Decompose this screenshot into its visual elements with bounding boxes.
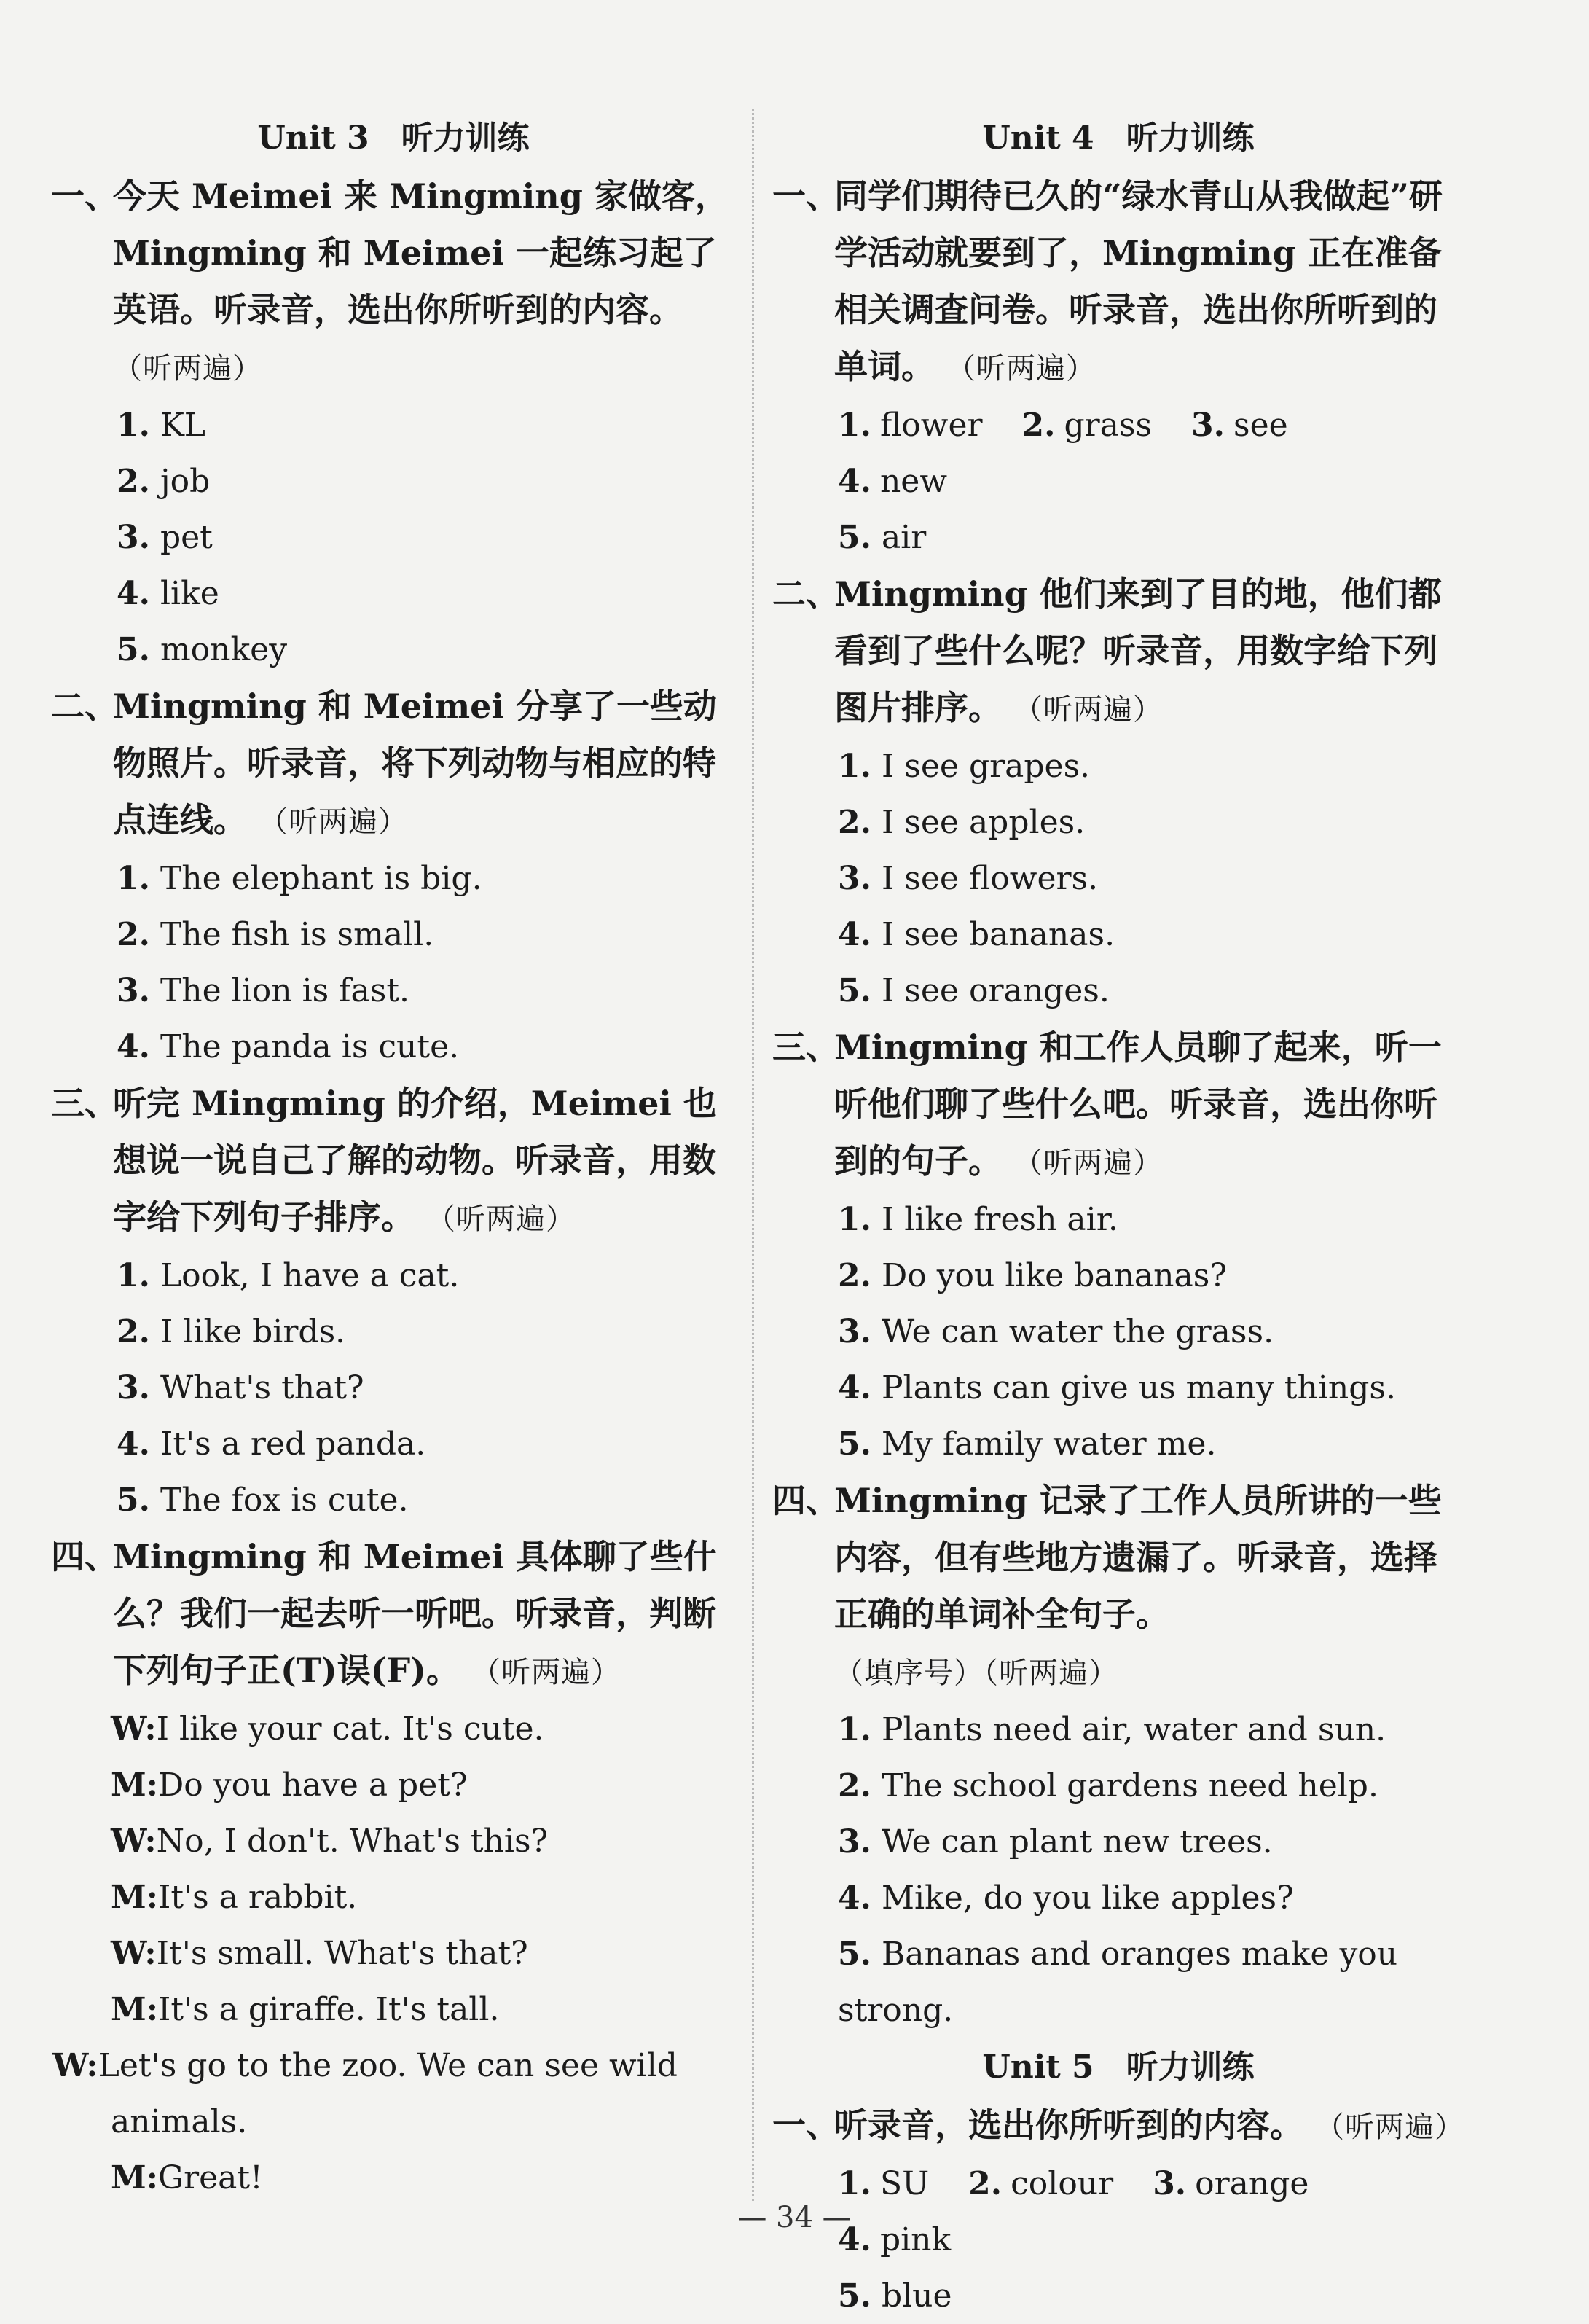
- question-number: 四、: [772, 1481, 839, 1520]
- list-item: 2. The school gardens need help.: [838, 1767, 1378, 1804]
- question-note: （听两遍）: [426, 1202, 576, 1236]
- option-item: 3. see: [1191, 407, 1288, 444]
- dialog-line: M:Great!: [111, 2159, 263, 2196]
- dialog-line: M:Do you have a pet?: [111, 1767, 468, 1804]
- list-item: 4. It's a red panda.: [117, 1425, 426, 1463]
- list-item: 5. The fox is cute.: [117, 1482, 409, 1519]
- dialog-line: W:It's small. What's that?: [111, 1935, 528, 1972]
- option-item: 3. orange: [1153, 2165, 1309, 2202]
- dialog-line: W:No, I don't. What's this?: [111, 1823, 549, 1860]
- list-item: 1. Plants need air, water and sun.: [838, 1711, 1386, 1748]
- list-item: 1. The elephant is big.: [117, 860, 482, 897]
- question-text: Mingming 他们来到了目的地，他们都看到了些什么呢？听录音，用数字给下列图片排序。: [834, 574, 1442, 727]
- question-note: （听两遍）: [1013, 693, 1164, 727]
- list-item: 1. Look, I have a cat.: [117, 1257, 460, 1294]
- question-text: Mingming 和 Meimei 分享了一些动物照片。听录音，将下列动物与相应的特点连线。: [113, 686, 717, 840]
- unit4-question-1: [772, 168, 1464, 566]
- column-divider: [752, 109, 754, 2201]
- question-text: Mingming 和 Meimei 具体聊了些什么？我们一起去听一听吧。听录音，判断下列句子正(T)误(F)。: [113, 1537, 717, 1690]
- list-item: 4. The panda is cute.: [117, 1028, 460, 1065]
- question-note: （听两遍）: [259, 805, 409, 839]
- question-text: 同学们期待已久的“绿水青山从我做起”研学活动就要到了，Mingming 正在准备相关调查问卷。听录音，选出你所听到的单词。: [834, 176, 1443, 386]
- list-item: 3. We can water the grass.: [838, 1313, 1274, 1350]
- list-item: 5. monkey: [117, 631, 288, 668]
- question-number: 三、: [51, 1084, 118, 1123]
- question-number: 一、: [772, 176, 839, 216]
- unit4-question-2: [772, 566, 1464, 1019]
- page-number: — 34 —: [737, 2201, 852, 2234]
- list-item: 3. I see flowers.: [838, 860, 1099, 897]
- list-item: 2. job: [117, 463, 211, 500]
- question-text: Mingming 记录了工作人员所讲的一些内容，但有些地方遗漏了。听录音，选择正确的单词补全句子。: [834, 1481, 1442, 1634]
- question-text: 听录音，选出你所听到的内容。: [834, 2105, 1303, 2145]
- dialog-line: M:It's a rabbit.: [111, 1879, 358, 1916]
- question-number: 一、: [772, 2105, 839, 2145]
- list-item: 4. I see bananas.: [838, 916, 1115, 953]
- option-item: 2. grass: [1021, 407, 1153, 444]
- list-item: 5. I see oranges.: [838, 972, 1110, 1009]
- list-item: 5. Bananas and oranges make you strong.: [838, 1936, 1398, 2029]
- question-number: 二、: [51, 686, 118, 726]
- list-item: 5. air: [838, 519, 927, 556]
- question-note: （填序号）（听两遍）: [834, 1656, 1118, 1690]
- unit3-question-1: [51, 168, 736, 678]
- question-note: （听两遍）: [471, 1656, 621, 1689]
- list-item: 4. Mike, do you like apples?: [838, 1879, 1294, 1917]
- list-item: 2. I like birds.: [117, 1313, 346, 1350]
- option-item: 2. colour: [968, 2165, 1114, 2202]
- question-number: 四、: [51, 1537, 118, 1576]
- unit3-question-3: [51, 1075, 736, 1528]
- list-item: 5. My family water me.: [838, 1425, 1217, 1463]
- option-item: 4. pink: [838, 2221, 952, 2258]
- list-item: 5. blue: [838, 2277, 952, 2315]
- question-text: 今天 Meimei 来 Mingming 家做客，Mingming 和 Meimei 一起练习起了英语。听录音，选出你所听到的内容。: [113, 176, 729, 329]
- unit-4-title: Unit 4 听力训练: [982, 120, 1255, 157]
- unit4-question-4: [772, 1472, 1464, 2038]
- question-number: 一、: [51, 176, 118, 216]
- question-note: （听两遍）: [1315, 2110, 1465, 2144]
- list-item: 3. What's that?: [117, 1369, 364, 1406]
- question-number: 二、: [772, 574, 839, 614]
- option-row: [772, 397, 1464, 509]
- dialog-line: W:I like your cat. It's cute.: [111, 1710, 544, 1748]
- option-item: 1. flower: [838, 407, 983, 444]
- unit4-question-3: [772, 1019, 1464, 1472]
- unit-5-title: Unit 5 听力训练: [982, 2049, 1255, 2086]
- question-note: （听两遍）: [113, 352, 262, 386]
- list-item: 4. Plants can give us many things.: [838, 1369, 1396, 1406]
- right-column: [772, 109, 1464, 2324]
- list-item: 1. KL: [117, 407, 206, 444]
- list-item: 2. I see apples.: [838, 804, 1086, 841]
- list-item: 2. Do you like bananas?: [838, 1257, 1227, 1294]
- option-item: 1. SU: [838, 2165, 930, 2202]
- left-column: [51, 109, 736, 2206]
- dialog-line: M:It's a giraffe. It's tall.: [111, 1991, 500, 2028]
- question-note: （听两遍）: [946, 352, 1096, 386]
- dialog-line: W:Let's go to the zoo. We can see wild animals.: [52, 2047, 678, 2140]
- list-item: 1. I like fresh air.: [838, 1201, 1118, 1238]
- question-text: 听完 Mingming 的介绍，Meimei 也想说一说自己了解的动物。听录音，用数字给下列句子排序。: [113, 1084, 717, 1237]
- list-item: 4. like: [117, 575, 219, 612]
- list-item: 3. We can plant new trees.: [838, 1823, 1273, 1861]
- list-item: 2. The fish is small.: [117, 916, 434, 953]
- unit3-question-4: [51, 1528, 736, 2206]
- unit-3-title: Unit 3 听力训练: [257, 120, 530, 157]
- question-number: 三、: [772, 1028, 839, 1067]
- unit3-question-2: [51, 678, 736, 1075]
- option-item: 4. new: [838, 463, 947, 500]
- question-note: （听两遍）: [1013, 1146, 1164, 1180]
- list-item: 3. pet: [117, 519, 213, 556]
- list-item: 3. The lion is fast.: [117, 972, 410, 1009]
- question-text: Mingming 和工作人员聊了起来，听一听他们聊了些什么吧。听录音，选出你听到的句子。: [834, 1028, 1442, 1181]
- list-item: 1. I see grapes.: [838, 748, 1091, 785]
